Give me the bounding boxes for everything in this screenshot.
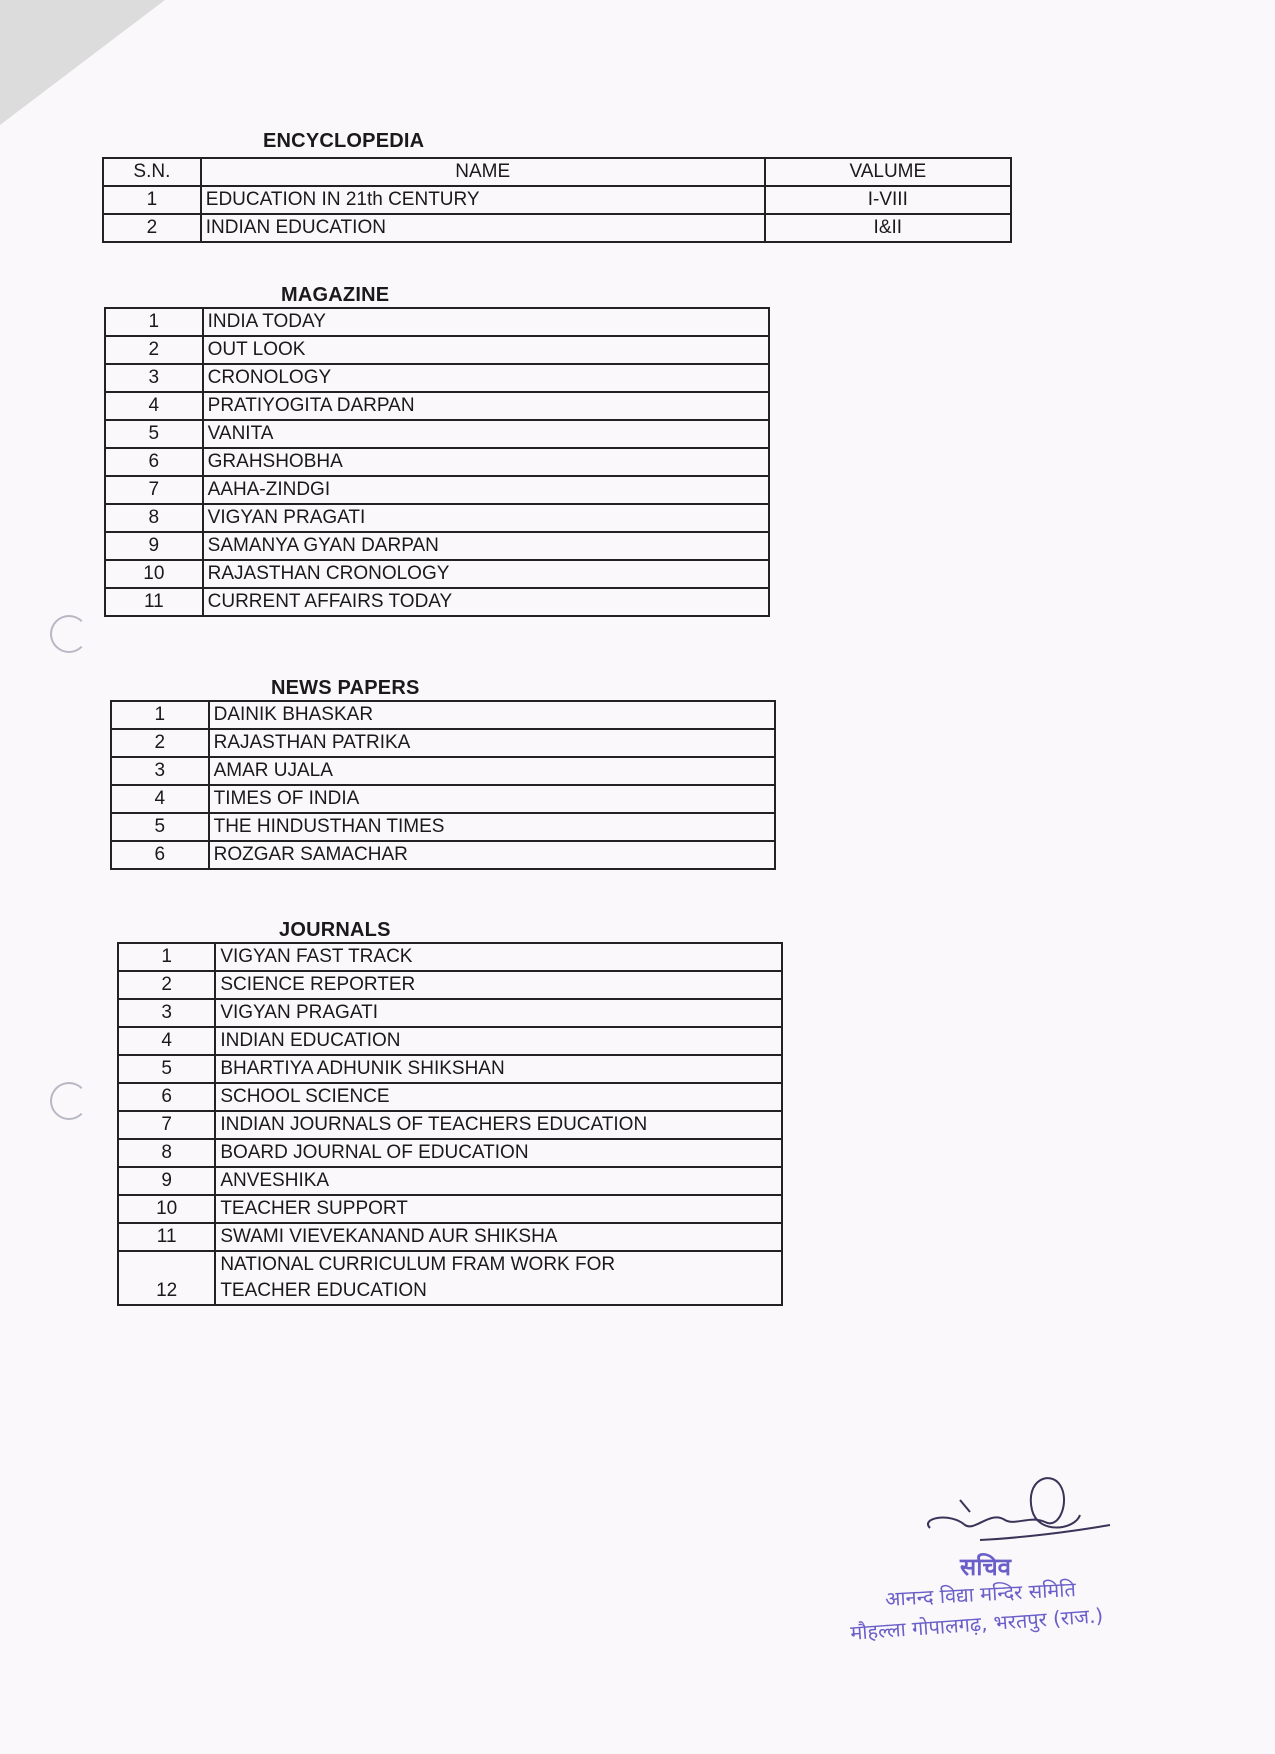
name-cell: EDUCATION IN 21th CENTURY: [201, 186, 765, 214]
table-row: [118, 1055, 782, 1083]
handwritten-signature: [920, 1470, 1140, 1565]
name-cell: VIGYAN PRAGATI: [203, 504, 769, 532]
sn-cell: 6: [111, 841, 209, 869]
table-row: [105, 364, 769, 392]
official-stamp: [840, 1470, 1170, 1650]
sn-cell: 12: [118, 1251, 215, 1305]
name-cell: TEACHER SUPPORT: [215, 1195, 782, 1223]
name-cell: SWAMI VIEVEKANAND AUR SHIKSHA: [215, 1223, 782, 1251]
sn-cell: 4: [105, 392, 203, 420]
sn-cell: 6: [118, 1083, 215, 1111]
table-row: [105, 476, 769, 504]
table-row: [118, 943, 782, 971]
sn-cell: 4: [111, 785, 209, 813]
sn-cell: 7: [105, 476, 203, 504]
table-row: [105, 336, 769, 364]
name-cell: [215, 1251, 782, 1305]
name-cell: VIGYAN PRAGATI: [215, 999, 782, 1027]
table-row: [111, 757, 775, 785]
sn-cell: 3: [118, 999, 215, 1027]
sn-cell: 5: [118, 1055, 215, 1083]
name-cell: ROZGAR SAMACHAR: [209, 841, 775, 869]
table-row: [118, 999, 782, 1027]
name-cell: INDIAN EDUCATION: [215, 1027, 782, 1055]
sn-cell: 1: [118, 943, 215, 971]
punch-hole-bottom: [50, 1082, 88, 1120]
table-row: [105, 448, 769, 476]
name-line-1: NATIONAL CURRICULUM FRAM WORK FOR: [220, 1254, 616, 1275]
table-row: [118, 971, 782, 999]
name-line-2: TEACHER EDUCATION: [220, 1280, 427, 1301]
sn-cell: 10: [118, 1195, 215, 1223]
name-cell: RAJASTHAN PATRIKA: [209, 729, 775, 757]
name-cell: DAINIK BHASKAR: [209, 701, 775, 729]
name-cell: SCHOOL SCIENCE: [215, 1083, 782, 1111]
table-row: [118, 1139, 782, 1167]
punch-hole-top: [50, 615, 88, 653]
name-cell: INDIA TODAY: [203, 308, 769, 336]
table-header-row: [103, 158, 1011, 186]
encyclopedia-title: ENCYCLOPEDIA: [263, 130, 425, 152]
table-row: [118, 1027, 782, 1055]
name-cell: INDIAN JOURNALS OF TEACHERS EDUCATION: [215, 1111, 782, 1139]
table-row: [118, 1111, 782, 1139]
table-row: [118, 1167, 782, 1195]
name-header: NAME: [201, 158, 765, 186]
sn-cell: 8: [105, 504, 203, 532]
newspapers-title: NEWS PAPERS: [271, 677, 420, 699]
sn-cell: 1: [105, 308, 203, 336]
name-cell: SCIENCE REPORTER: [215, 971, 782, 999]
name-cell: CRONOLOGY: [203, 364, 769, 392]
name-cell: PRATIYOGITA DARPAN: [203, 392, 769, 420]
table-row: [111, 729, 775, 757]
magazine-table: [104, 307, 770, 617]
name-cell: VANITA: [203, 420, 769, 448]
sn-cell: 5: [111, 813, 209, 841]
sn-header: S.N.: [103, 158, 201, 186]
sn-cell: 2: [111, 729, 209, 757]
sn-cell: 2: [103, 214, 201, 242]
table-row: [103, 186, 1011, 214]
sn-cell: 5: [105, 420, 203, 448]
table-row: [105, 504, 769, 532]
sn-cell: 2: [118, 971, 215, 999]
table-row: [111, 785, 775, 813]
table-row: [105, 588, 769, 616]
table-row: [103, 214, 1011, 242]
table-row: [111, 813, 775, 841]
name-cell: RAJASTHAN CRONOLOGY: [203, 560, 769, 588]
sn-cell: 6: [105, 448, 203, 476]
encyclopedia-table: [102, 157, 1012, 243]
name-cell: INDIAN EDUCATION: [201, 214, 765, 242]
volume-header: VALUME: [765, 158, 1011, 186]
name-cell: TIMES OF INDIA: [209, 785, 775, 813]
table-row: [105, 560, 769, 588]
table-row: [105, 420, 769, 448]
stamp-line-2: मौहल्ला गोपालगढ़, भरतपुर (राज.): [849, 1603, 1104, 1645]
name-cell: BOARD JOURNAL OF EDUCATION: [215, 1139, 782, 1167]
name-cell: AMAR UJALA: [209, 757, 775, 785]
sn-cell: 8: [118, 1139, 215, 1167]
name-cell: ANVESHIKA: [215, 1167, 782, 1195]
journals-table: [117, 942, 783, 1306]
table-row: [118, 1251, 782, 1305]
newspapers-table: [110, 700, 776, 870]
table-row: [111, 701, 775, 729]
table-row: [111, 841, 775, 869]
table-row: [118, 1223, 782, 1251]
volume-cell: I-VIII: [765, 186, 1011, 214]
table-row: [105, 532, 769, 560]
sn-cell: 7: [118, 1111, 215, 1139]
name-cell: BHARTIYA ADHUNIK SHIKSHAN: [215, 1055, 782, 1083]
volume-cell: I&II: [765, 214, 1011, 242]
name-cell: CURRENT AFFAIRS TODAY: [203, 588, 769, 616]
sn-cell: 9: [105, 532, 203, 560]
magazine-title: MAGAZINE: [281, 284, 390, 306]
sn-cell: 9: [118, 1167, 215, 1195]
stamp-title: सचिव: [960, 1553, 1012, 1581]
name-cell: VIGYAN FAST TRACK: [215, 943, 782, 971]
name-cell: GRAHSHOBHA: [203, 448, 769, 476]
table-row: [105, 308, 769, 336]
table-row: [105, 392, 769, 420]
stamp-line-1: आनन्द विद्या मन्दिर समिति: [884, 1577, 1077, 1611]
name-cell: AAHA-ZINDGI: [203, 476, 769, 504]
sn-cell: 1: [111, 701, 209, 729]
sn-cell: 10: [105, 560, 203, 588]
sn-cell: 3: [111, 757, 209, 785]
name-cell: SAMANYA GYAN DARPAN: [203, 532, 769, 560]
sn-cell: 11: [118, 1223, 215, 1251]
sn-cell: 11: [105, 588, 203, 616]
folded-page-corner: [0, 0, 165, 125]
name-cell: OUT LOOK: [203, 336, 769, 364]
table-row: [118, 1083, 782, 1111]
sn-cell: 3: [105, 364, 203, 392]
sn-cell: 4: [118, 1027, 215, 1055]
name-cell: THE HINDUSTHAN TIMES: [209, 813, 775, 841]
sn-cell: 1: [103, 186, 201, 214]
table-row: [118, 1195, 782, 1223]
sn-cell: 2: [105, 336, 203, 364]
journals-title: JOURNALS: [279, 919, 391, 941]
